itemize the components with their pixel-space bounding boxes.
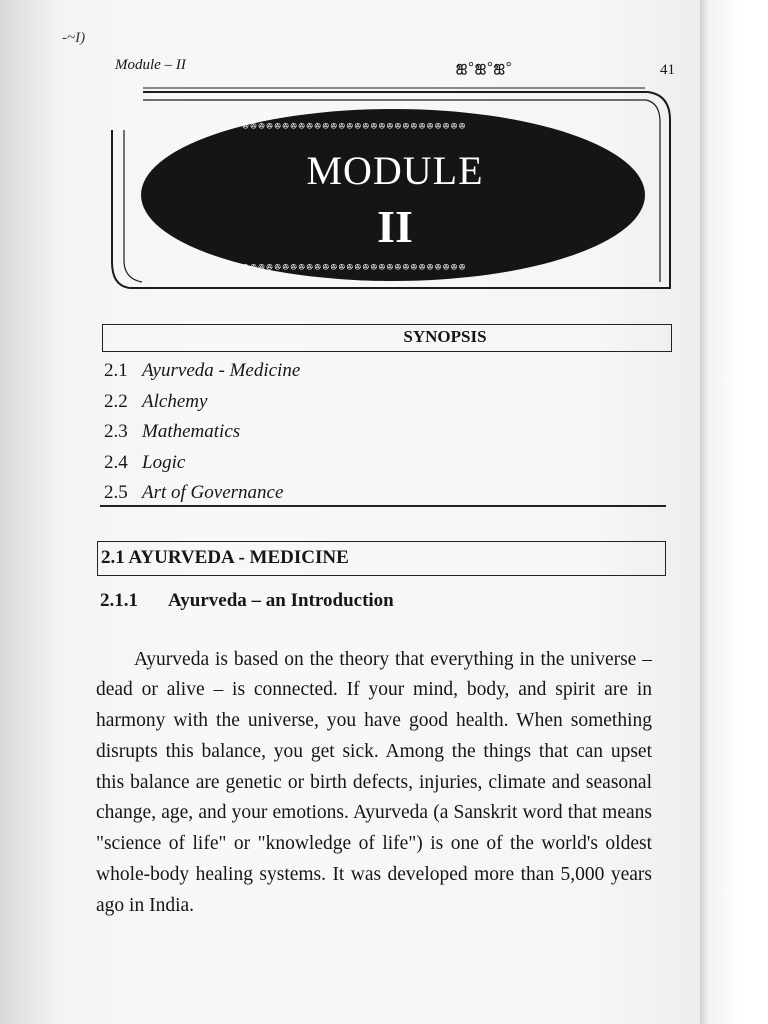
list-item-text: Logic (142, 451, 186, 473)
body-paragraph: Ayurveda is based on the theory that everything in the universe – dead or alive – is connected. If your mind, body, and spirit are in harmony with the universe, you have good health. When something disrupts this balance, you get sick. Among the things that can upset this balance are genetic or birth defects, injuries, climate and seasonal change, age, and your emotions. Ayurveda (a Sanskrit word that means "science of life" or "knowledge of life") is one of the world's oldest whole-body healing systems. It was developed more than 5,000 years ago in India. (96, 648, 652, 916)
list-item-number: 2.4 (104, 451, 128, 473)
banner-frame-left (124, 130, 142, 282)
running-head-module: Module – II (115, 57, 186, 73)
subsection-title: Ayurveda – an Introduction (168, 590, 394, 611)
list-item-text: Alchemy (142, 390, 208, 412)
banner-dots-top: ꔮꔮꔮꔮꔮꔮꔮꔮꔮꔮꔮꔮꔮꔮꔮꔮꔮꔮꔮꔮꔮꔮꔮꔮꔮꔮꔮꔮ (242, 121, 467, 131)
page-edge (700, 0, 708, 1024)
header-ornament: ஐ°ஐ°ஐ° (456, 60, 513, 75)
synopsis-divider (100, 505, 666, 507)
list-item-text: Ayurveda - Medicine (142, 360, 301, 381)
list-item (104, 387, 300, 418)
list-item-text: Art of Governance (142, 482, 284, 504)
corner-mark: -~I) (62, 30, 86, 46)
page-number: 41 (660, 62, 675, 78)
list-item (104, 417, 300, 448)
list-item-text: Mathematics (142, 421, 241, 443)
synopsis-heading: SYNOPSIS (403, 327, 487, 346)
subsection-heading (100, 590, 394, 612)
module-numeral: II (377, 201, 413, 252)
banner-ellipse (141, 109, 645, 281)
banner-dots-bottom: ꔮꔮꔮꔮꔮꔮꔮꔮꔮꔮꔮꔮꔮꔮꔮꔮꔮꔮꔮꔮꔮꔮꔮꔮꔮꔮꔮꔮ (242, 262, 467, 272)
list-item (104, 356, 300, 387)
subsection-number: 2.1.1 (100, 590, 138, 611)
section-heading: 2.1 AYURVEDA - MEDICINE (97, 541, 666, 576)
list-item (104, 448, 300, 479)
synopsis-list (104, 356, 300, 509)
list-item-number: 2.2 (104, 390, 128, 412)
list-item-number: 2.1 (104, 360, 128, 381)
module-title: MODULE (306, 148, 484, 193)
synopsis-heading-box (102, 324, 672, 352)
list-item-number: 2.5 (104, 482, 128, 504)
list-item-number: 2.3 (104, 421, 128, 443)
